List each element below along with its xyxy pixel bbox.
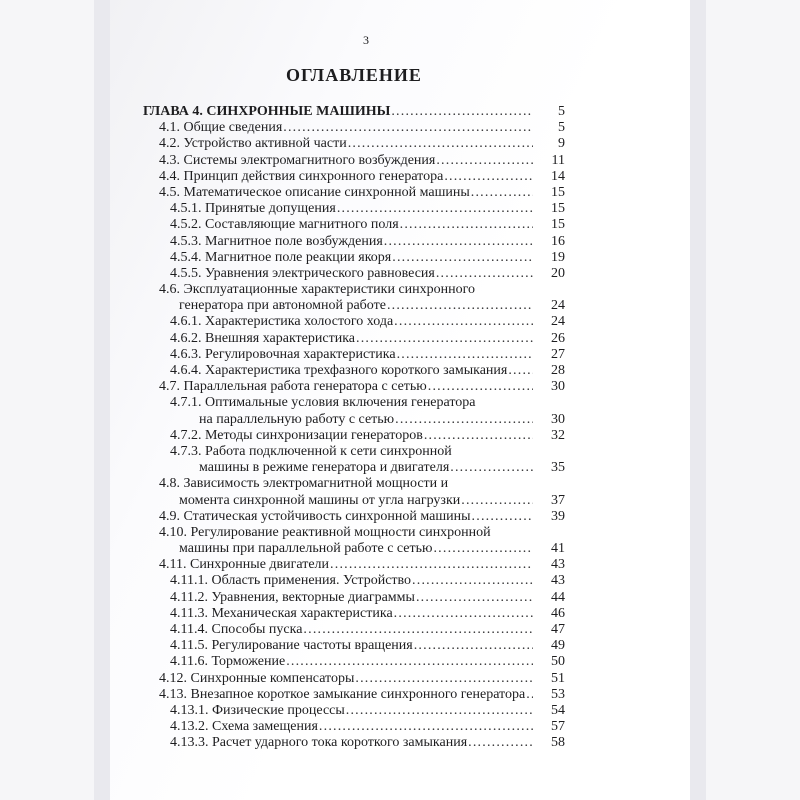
toc-dot-leader xyxy=(286,654,533,670)
toc-row xyxy=(143,314,565,330)
toc-entry-text: 4.13.3. Расчет ударного тока короткого замыкания xyxy=(170,735,468,751)
toc-row xyxy=(143,687,565,703)
toc-entry-text: 4.6. Эксплуатационные характеристики синхронного xyxy=(159,282,476,298)
toc-entry-text: 4.5.2. Составляющие магнитного поля xyxy=(170,217,399,233)
toc-dot-leader xyxy=(303,622,533,638)
toc-dot-leader xyxy=(400,217,533,233)
toc-dot-leader xyxy=(424,428,533,444)
toc-row xyxy=(143,363,565,379)
toc-entry-text: 4.12. Синхронные компенсаторы xyxy=(159,670,355,686)
toc-row xyxy=(143,104,565,120)
toc-page-number: 15 xyxy=(551,217,565,233)
toc-page-number: 9 xyxy=(558,136,565,152)
toc-page-number: 44 xyxy=(551,589,565,605)
toc-dot-leader xyxy=(472,509,533,525)
toc-dot-leader xyxy=(450,460,533,476)
toc-entry-text: 4.9. Статическая устойчивость синхронной машины xyxy=(159,508,471,524)
toc-dot-leader xyxy=(346,703,533,719)
toc-entry-text: 4.10. Регулирование реактивной мощности синхронной xyxy=(159,524,491,540)
toc-row xyxy=(143,541,565,557)
toc-page-number: 5 xyxy=(558,104,565,119)
toc-page-number: 39 xyxy=(551,508,565,524)
toc-row xyxy=(143,493,565,509)
toc-entry-text: 4.11. Синхронные двигатели xyxy=(159,557,330,573)
toc-row xyxy=(143,606,565,622)
toc-page-number: 49 xyxy=(551,638,565,654)
toc-dot-leader xyxy=(526,687,533,703)
toc-dot-leader xyxy=(355,671,533,687)
toc-row xyxy=(143,298,565,314)
toc-entry-text: 4.7.3. Работа подключенной к сети синхронной xyxy=(170,443,452,459)
toc-page-number: 15 xyxy=(551,201,565,217)
toc-dot-leader xyxy=(392,250,533,266)
toc-row xyxy=(143,557,565,573)
toc-dot-leader xyxy=(428,379,533,395)
toc-page-number: 16 xyxy=(551,233,565,249)
toc-row xyxy=(143,201,565,217)
toc-dot-leader xyxy=(394,606,533,622)
toc-entry-text: 4.11.3. Механическая характеристика xyxy=(170,605,393,621)
toc-dot-leader xyxy=(433,541,533,557)
toc-entry-text: 4.6.4. Характеристика трехфазного короткого замыкания xyxy=(170,363,508,378)
toc-list xyxy=(143,104,565,752)
page-number: 3 xyxy=(363,33,369,47)
toc-row xyxy=(143,573,565,589)
toc-entry-text: 4.11.5. Регулирование частоты вращения xyxy=(170,638,413,654)
toc-page-number: 57 xyxy=(551,719,565,735)
toc-page-number: 19 xyxy=(551,249,565,265)
toc-page-number: 35 xyxy=(551,460,565,476)
toc-entry-text: 4.1. Общие сведения xyxy=(159,120,283,136)
toc-row xyxy=(143,525,565,541)
toc-page-number: 30 xyxy=(551,411,565,427)
toc-dot-leader xyxy=(348,136,533,152)
toc-dot-leader xyxy=(397,347,533,363)
toc-row xyxy=(143,590,565,606)
toc-row xyxy=(143,735,565,751)
toc-entry-text: 4.2. Устройство активной части xyxy=(159,136,347,152)
toc-dot-leader xyxy=(395,412,533,428)
toc-page-number: 27 xyxy=(551,346,565,362)
toc-page-number: 11 xyxy=(551,152,565,168)
toc-entry-text: машины в режиме генератора и двигателя xyxy=(199,460,450,476)
toc-page-number: 20 xyxy=(551,265,565,281)
toc-dot-leader xyxy=(319,719,533,735)
toc-row xyxy=(143,347,565,363)
toc-page-number: 50 xyxy=(551,654,565,670)
toc-row xyxy=(143,169,565,185)
toc-dot-leader xyxy=(416,590,533,606)
toc-row xyxy=(143,266,565,282)
toc-entry-text: 4.6.1. Характеристика холостого хода xyxy=(170,314,394,330)
toc-page-number: 41 xyxy=(551,541,565,557)
toc-page-number: 54 xyxy=(551,702,565,718)
toc-page-number: 26 xyxy=(551,330,565,346)
toc-entry-text: 4.13.2. Схема замещения xyxy=(170,719,318,735)
toc-page-number: 43 xyxy=(551,573,565,589)
toc-dot-leader xyxy=(384,234,533,250)
toc-row xyxy=(143,719,565,735)
toc-page-number: 43 xyxy=(551,557,565,573)
toc-entry-text: машины при параллельной работе с сетью xyxy=(179,541,433,557)
toc-entry-text: ГЛАВА 4. СИНХРОННЫЕ МАШИНЫ xyxy=(143,104,391,119)
toc-row xyxy=(143,153,565,169)
toc-entry-text: момента синхронной машины от угла нагрузки xyxy=(179,492,461,508)
toc-dot-leader xyxy=(330,557,533,573)
toc-page-number: 24 xyxy=(551,298,565,314)
toc-page-number: 58 xyxy=(551,735,565,751)
toc-entry-text: 4.5.3. Магнитное поле возбуждения xyxy=(170,233,383,249)
toc-entry-text: 4.6.2. Внешняя характеристика xyxy=(170,330,356,346)
toc-row xyxy=(143,217,565,233)
toc-row xyxy=(143,622,565,638)
toc-dot-leader xyxy=(461,493,533,509)
toc-row xyxy=(143,638,565,654)
toc-row xyxy=(143,444,565,460)
toc-entry-text: 4.5.1. Принятые допущения xyxy=(170,201,336,217)
toc-row xyxy=(143,395,565,411)
page-content xyxy=(143,0,565,752)
toc-page-number: 5 xyxy=(558,120,565,136)
toc-dot-leader xyxy=(444,169,533,185)
toc-dot-leader xyxy=(337,201,533,217)
toc-row xyxy=(143,460,565,476)
toc-entry-text: 4.3. Системы электромагнитного возбуждения xyxy=(159,152,436,168)
toc-entry-text: 4.5.4. Магнитное поле реакции якоря xyxy=(170,249,392,265)
toc-page-number: 47 xyxy=(551,622,565,637)
toc-entry-text: 4.5.5. Уравнения электрического равновесия xyxy=(170,265,435,281)
toc-row xyxy=(143,185,565,201)
toc-entry-text: 4.4. Принцип действия синхронного генератора xyxy=(159,168,444,184)
toc-row xyxy=(143,509,565,525)
toc-dot-leader xyxy=(283,120,533,136)
toc-entry-text: 4.7.2. Методы синхронизации генераторов xyxy=(170,427,423,443)
toc-row xyxy=(143,412,565,428)
toc-row xyxy=(143,331,565,347)
toc-row xyxy=(143,120,565,136)
toc-row xyxy=(143,654,565,670)
toc-page-number: 14 xyxy=(551,168,565,184)
toc-dot-leader xyxy=(387,298,533,314)
toc-dot-leader xyxy=(471,185,533,201)
toc-entry-text: 4.7. Параллельная работа генератора с сетью xyxy=(159,379,427,395)
toc-page-number: 37 xyxy=(551,492,565,508)
toc-entry-text: 4.7.1. Оптимальные условия включения генератора xyxy=(170,395,476,411)
toc-page-number: 30 xyxy=(551,379,565,395)
page-title: ОГЛАВЛЕНИЕ xyxy=(286,65,422,85)
toc-page-number: 53 xyxy=(551,686,565,702)
toc-dot-leader xyxy=(436,266,533,282)
toc-entry-text: 4.13.1. Физические процессы xyxy=(170,702,345,718)
toc-row xyxy=(143,476,565,492)
toc-dot-leader xyxy=(414,638,533,654)
toc-entry-text: 4.11.4. Способы пуска xyxy=(170,622,303,637)
toc-entry-text: 4.5. Математическое описание синхронной машины xyxy=(159,184,470,200)
toc-page-number: 51 xyxy=(551,670,565,686)
toc-dot-leader xyxy=(508,363,533,379)
toc-page-number: 46 xyxy=(551,605,565,621)
toc-row xyxy=(143,428,565,444)
toc-page-number: 24 xyxy=(551,314,565,330)
toc-dot-leader xyxy=(412,573,533,589)
toc-entry-text: 4.13. Внезапное короткое замыкание синхронного генератора xyxy=(159,686,526,702)
toc-entry-text: 4.11.1. Область применения. Устройство xyxy=(170,573,412,589)
toc-entry-text: генератора при автономной работе xyxy=(179,298,386,314)
toc-row xyxy=(143,703,565,719)
toc-entry-text: 4.6.3. Регулировочная характеристика xyxy=(170,346,396,362)
toc-row xyxy=(143,136,565,152)
toc-row xyxy=(143,671,565,687)
toc-entry-text: 4.11.6. Торможение xyxy=(170,654,286,670)
toc-row xyxy=(143,234,565,250)
toc-row xyxy=(143,379,565,395)
toc-page-number: 15 xyxy=(551,184,565,200)
toc-dot-leader xyxy=(468,735,533,751)
toc-dot-leader xyxy=(391,104,533,120)
toc-dot-leader xyxy=(394,314,533,330)
toc-row xyxy=(143,282,565,298)
toc-entry-text: 4.11.2. Уравнения, векторные диаграммы xyxy=(170,589,415,605)
toc-dot-leader xyxy=(356,331,533,347)
toc-page-number: 28 xyxy=(551,363,565,378)
toc-dot-leader xyxy=(436,153,533,169)
toc-entry-text: на параллельную работу с сетью xyxy=(199,411,395,427)
toc-page-number: 32 xyxy=(551,427,565,443)
toc-row xyxy=(143,250,565,266)
toc-entry-text: 4.8. Зависимость электромагнитной мощности и xyxy=(159,476,449,492)
